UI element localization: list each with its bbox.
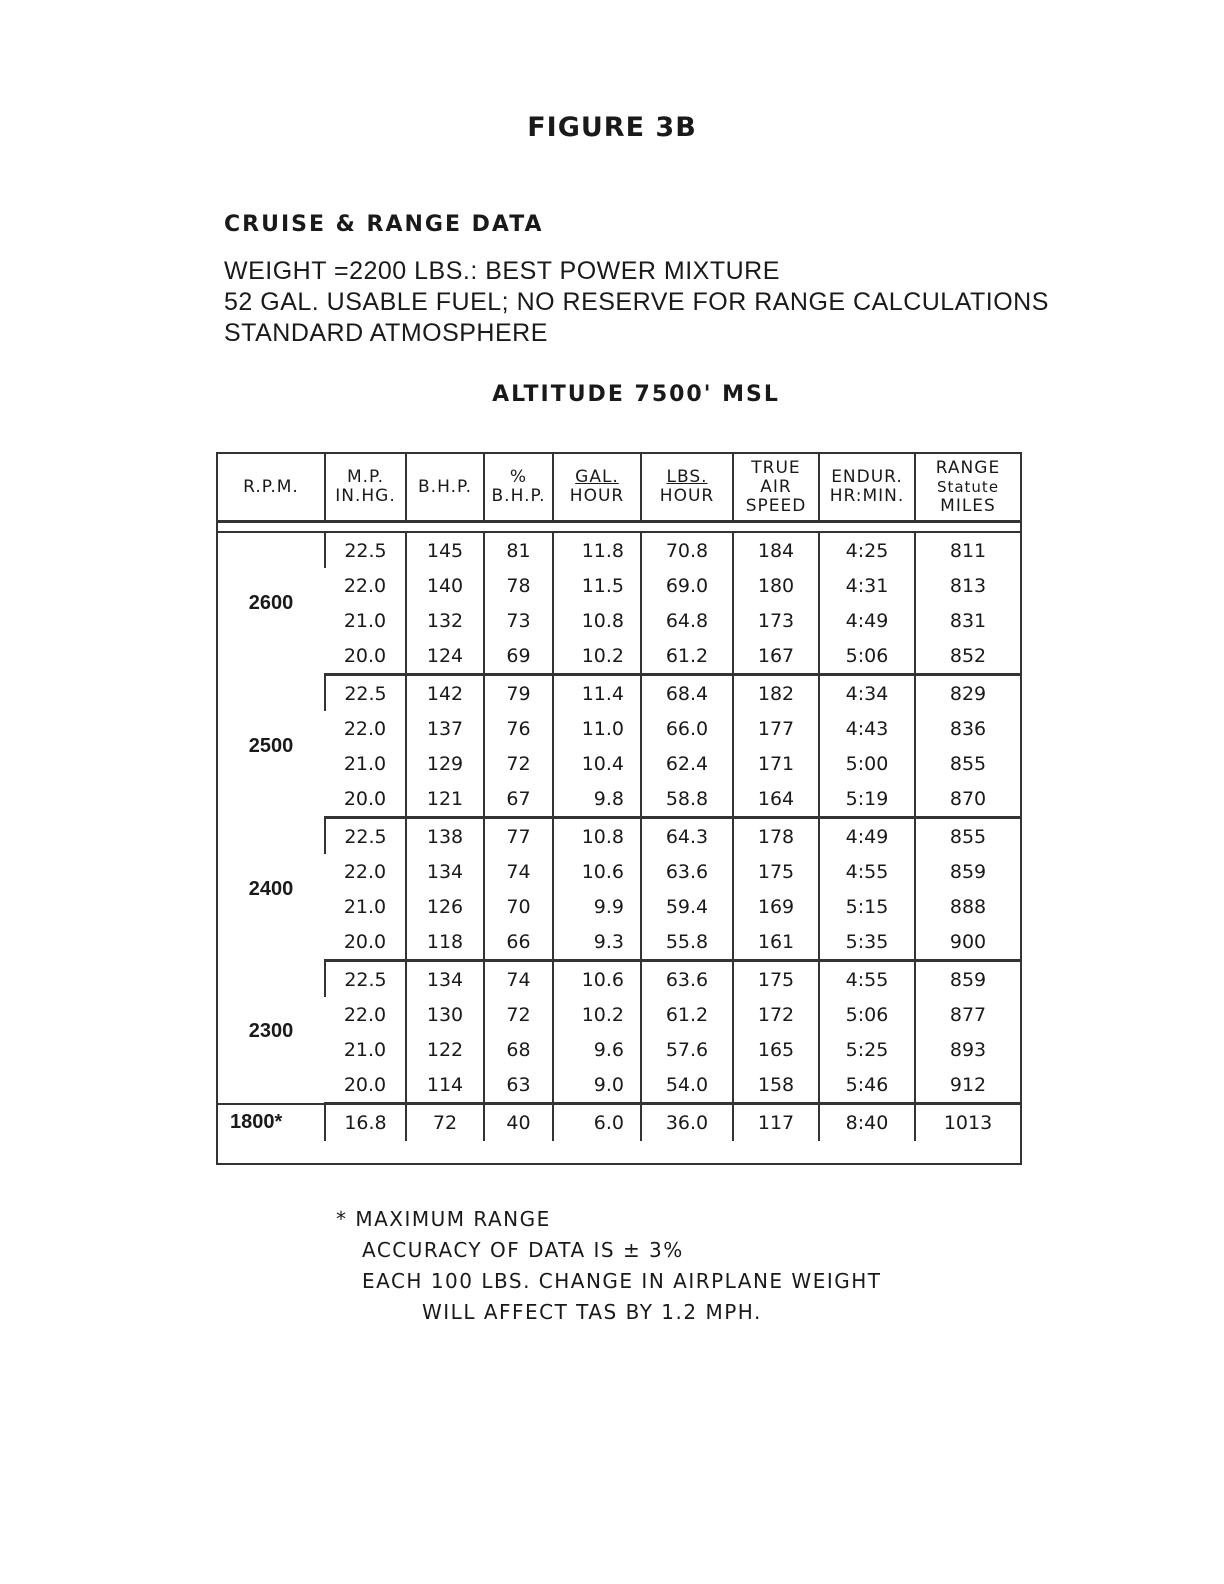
cell-bhp: 122 <box>406 1032 484 1067</box>
table-row <box>218 997 1020 1032</box>
cell-gal-hour: 11.0 <box>553 711 641 746</box>
cell-true-airspeed: 161 <box>733 924 819 961</box>
cell-pct-bhp: 73 <box>484 603 553 638</box>
cell-lbs-hour: 66.0 <box>641 711 733 746</box>
cruise-range-table <box>216 452 1022 1165</box>
condition-weight: WEIGHT =2200 LBS.: BEST POWER MIXTURE <box>224 257 780 285</box>
cell-mp: 16.8 <box>325 1104 406 1142</box>
cell-range: 855 <box>915 746 1020 781</box>
section-title: CRUISE & RANGE DATA <box>224 212 544 237</box>
table-row <box>218 746 1020 781</box>
cell-endurance: 5:06 <box>819 997 915 1032</box>
cell-true-airspeed: 169 <box>733 889 819 924</box>
condition-atmosphere: STANDARD ATMOSPHERE <box>224 319 548 347</box>
note-weight-line-1: EACH 100 LBS. CHANGE IN AIRPLANE WEIGHT <box>362 1269 882 1293</box>
cell-endurance: 4:43 <box>819 711 915 746</box>
table-row <box>218 818 1020 855</box>
cell-mp: 22.0 <box>343 860 387 883</box>
cell-lbs-hour: 62.4 <box>641 746 733 781</box>
cell-true-airspeed: 173 <box>733 603 819 638</box>
cell-range: 813 <box>915 568 1020 603</box>
cell-endurance: 4:25 <box>819 532 915 568</box>
note-max-range: * MAXIMUM RANGE <box>336 1207 551 1231</box>
header-rpm: R.P.M. <box>218 454 325 522</box>
header-endurance: ENDUR. HR:MIN. <box>819 454 915 522</box>
header-bhp: B.H.P. <box>406 454 484 522</box>
cell-true-airspeed: 172 <box>733 997 819 1032</box>
cell-gal-hour: 11.8 <box>553 532 641 568</box>
cell-lbs-hour: 68.4 <box>641 675 733 712</box>
cell-true-airspeed: 184 <box>733 532 819 568</box>
cell-mp: 22.5 <box>325 532 406 568</box>
cell-mp: 20.0 <box>325 1067 406 1104</box>
table-row <box>218 675 1020 712</box>
cell-bhp: 134 <box>406 854 484 889</box>
cell-lbs-hour: 63.6 <box>641 854 733 889</box>
cell-gal-hour: 10.2 <box>553 997 641 1032</box>
cell-range: 831 <box>915 603 1020 638</box>
cell-endurance: 4:31 <box>819 568 915 603</box>
cell-range: 852 <box>915 638 1020 675</box>
max-range-row <box>218 1104 1020 1142</box>
table-row <box>218 889 1020 924</box>
cell-pct-bhp: 74 <box>484 961 553 998</box>
cell-bhp: 145 <box>406 532 484 568</box>
cell-true-airspeed: 117 <box>733 1104 819 1142</box>
cell-gal-hour: 10.8 <box>553 818 641 855</box>
cell-bhp: 126 <box>406 889 484 924</box>
note-accuracy: ACCURACY OF DATA IS ± 3% <box>362 1238 684 1262</box>
cell-lbs-hour: 61.2 <box>641 997 733 1032</box>
cell-lbs-hour: 36.0 <box>641 1104 733 1142</box>
cell-endurance: 5:19 <box>819 781 915 818</box>
table-row <box>218 568 1020 603</box>
cell-range: 859 <box>915 961 1020 998</box>
cell-endurance: 4:34 <box>819 675 915 712</box>
table-row <box>218 1032 1020 1067</box>
cell-range: 829 <box>915 675 1020 712</box>
cell-endurance: 5:35 <box>819 924 915 961</box>
cell-pct-bhp: 67 <box>484 781 553 818</box>
cell-range: 811 <box>915 532 1020 568</box>
header-gal-hour: GAL. HOUR <box>553 454 641 522</box>
cell-lbs-hour: 64.8 <box>641 603 733 638</box>
cell-bhp: 118 <box>406 924 484 961</box>
cell-range: 859 <box>915 854 1020 889</box>
cell-pct-bhp: 79 <box>484 675 553 712</box>
cell-mp: 22.0 <box>343 717 387 740</box>
cell-bhp: 134 <box>406 961 484 998</box>
cell-range: 877 <box>915 997 1020 1032</box>
cell-pct-bhp: 63 <box>484 1067 553 1104</box>
cell-bhp: 142 <box>406 675 484 712</box>
cell-true-airspeed: 171 <box>733 746 819 781</box>
altitude-heading: ALTITUDE 7500' MSL <box>492 382 780 407</box>
rpm-cell: 2300 <box>248 1020 294 1042</box>
cell-lbs-hour: 58.8 <box>641 781 733 818</box>
rpm-cell: 2500 <box>248 734 294 757</box>
figure-title: FIGURE 3B <box>527 112 697 143</box>
cell-pct-bhp: 74 <box>484 854 553 889</box>
cell-bhp: 72 <box>406 1104 484 1142</box>
header-lbs-hour: LBS. HOUR <box>641 454 733 522</box>
cell-true-airspeed: 182 <box>733 675 819 712</box>
cell-range: 1013 <box>915 1104 1020 1142</box>
cell-true-airspeed: 180 <box>733 568 819 603</box>
cell-gal-hour: 9.0 <box>553 1067 641 1104</box>
footnotes <box>336 1204 881 1328</box>
cell-gal-hour: 11.5 <box>553 568 641 603</box>
cell-endurance: 5:00 <box>819 746 915 781</box>
cell-lbs-hour: 57.6 <box>641 1032 733 1067</box>
cell-range: 836 <box>915 711 1020 746</box>
cell-true-airspeed: 167 <box>733 638 819 675</box>
cell-bhp: 130 <box>406 997 484 1032</box>
cell-gal-hour: 9.9 <box>553 889 641 924</box>
cell-pct-bhp: 77 <box>484 818 553 855</box>
cell-true-airspeed: 158 <box>733 1067 819 1104</box>
cell-bhp: 132 <box>406 603 484 638</box>
cell-true-airspeed: 175 <box>733 961 819 998</box>
cell-pct-bhp: 76 <box>484 711 553 746</box>
header-mp: M.P. IN.HG. <box>325 454 406 522</box>
table-row <box>218 1067 1020 1104</box>
cell-lbs-hour: 61.2 <box>641 638 733 675</box>
cell-true-airspeed: 175 <box>733 854 819 889</box>
cell-gal-hour: 10.2 <box>553 638 641 675</box>
cell-pct-bhp: 70 <box>484 889 553 924</box>
cell-endurance: 5:25 <box>819 1032 915 1067</box>
cell-lbs-hour: 69.0 <box>641 568 733 603</box>
cell-mp: 21.0 <box>343 1038 387 1061</box>
table-row <box>218 532 1020 568</box>
cell-bhp: 114 <box>406 1067 484 1104</box>
cell-pct-bhp: 40 <box>484 1104 553 1142</box>
cell-gal-hour: 10.6 <box>553 854 641 889</box>
cell-endurance: 5:46 <box>819 1067 915 1104</box>
cell-mp: 21.0 <box>343 609 387 632</box>
cell-lbs-hour: 59.4 <box>641 889 733 924</box>
cell-mp: 22.0 <box>343 574 387 597</box>
rpm-cell: 2600 <box>248 592 294 615</box>
cell-bhp: 140 <box>406 568 484 603</box>
cell-endurance: 8:40 <box>819 1104 915 1142</box>
condition-fuel: 52 GAL. USABLE FUEL; NO RESERVE FOR RANGE CALCULATIONS <box>224 288 1049 316</box>
cell-lbs-hour: 70.8 <box>641 532 733 568</box>
cell-true-airspeed: 178 <box>733 818 819 855</box>
cell-gal-hour: 10.4 <box>553 746 641 781</box>
cell-endurance: 5:15 <box>819 889 915 924</box>
cell-bhp: 124 <box>406 638 484 675</box>
cell-gal-hour: 6.0 <box>553 1104 641 1142</box>
cell-lbs-hour: 63.6 <box>641 961 733 998</box>
cell-pct-bhp: 78 <box>484 568 553 603</box>
table-row <box>218 781 1020 818</box>
rpm-cell: 2400 <box>248 877 294 900</box>
cell-mp: 20.0 <box>325 781 406 818</box>
conditions-block <box>224 256 1049 349</box>
cell-pct-bhp: 72 <box>484 746 553 781</box>
header-true-airspeed: TRUE AIR SPEED <box>733 454 819 522</box>
cell-endurance: 4:55 <box>819 854 915 889</box>
cell-bhp: 129 <box>406 746 484 781</box>
cell-range: 900 <box>915 924 1020 961</box>
cell-pct-bhp: 66 <box>484 924 553 961</box>
header-gap <box>218 522 1020 533</box>
cell-gal-hour: 9.8 <box>553 781 641 818</box>
cell-bhp: 137 <box>406 711 484 746</box>
cell-gal-hour: 10.8 <box>553 603 641 638</box>
cell-true-airspeed: 177 <box>733 711 819 746</box>
cell-mp: 21.0 <box>343 895 387 918</box>
cell-range: 893 <box>915 1032 1020 1067</box>
header-range: RANGE Statute MILES <box>915 454 1020 522</box>
cell-range: 912 <box>915 1067 1020 1104</box>
table-header-row <box>218 454 1020 522</box>
cell-pct-bhp: 72 <box>484 997 553 1032</box>
cell-endurance: 4:49 <box>819 818 915 855</box>
table-row <box>218 638 1020 675</box>
cell-pct-bhp: 68 <box>484 1032 553 1067</box>
cell-gal-hour: 9.6 <box>553 1032 641 1067</box>
cell-mp: 22.5 <box>325 818 406 855</box>
cell-gal-hour: 9.3 <box>553 924 641 961</box>
cell-mp: 20.0 <box>325 924 406 961</box>
cell-true-airspeed: 165 <box>733 1032 819 1067</box>
rpm-cell: 1800* <box>218 1104 325 1142</box>
cell-lbs-hour: 54.0 <box>641 1067 733 1104</box>
cell-endurance: 5:06 <box>819 638 915 675</box>
cell-mp: 20.0 <box>325 638 406 675</box>
cell-gal-hour: 11.4 <box>553 675 641 712</box>
cell-mp: 22.5 <box>325 961 406 998</box>
cell-bhp: 138 <box>406 818 484 855</box>
table-row <box>218 854 1020 889</box>
cell-range: 855 <box>915 818 1020 855</box>
cell-mp: 22.5 <box>325 675 406 712</box>
cell-lbs-hour: 64.3 <box>641 818 733 855</box>
cell-pct-bhp: 69 <box>484 638 553 675</box>
cell-endurance: 4:55 <box>819 961 915 998</box>
table-row <box>218 924 1020 961</box>
cell-bhp: 121 <box>406 781 484 818</box>
cell-endurance: 4:49 <box>819 603 915 638</box>
header-pct-bhp: % B.H.P. <box>484 454 553 522</box>
table-row <box>218 603 1020 638</box>
cell-range: 888 <box>915 889 1020 924</box>
cell-lbs-hour: 55.8 <box>641 924 733 961</box>
table-row <box>218 961 1020 998</box>
table-row <box>218 711 1020 746</box>
cell-range: 870 <box>915 781 1020 818</box>
cell-mp: 21.0 <box>343 752 387 775</box>
cell-mp: 22.0 <box>343 1003 387 1026</box>
cell-true-airspeed: 164 <box>733 781 819 818</box>
note-weight-line-2: WILL AFFECT TAS BY 1.2 MPH. <box>422 1300 762 1324</box>
cell-pct-bhp: 81 <box>484 532 553 568</box>
cell-gal-hour: 10.6 <box>553 961 641 998</box>
